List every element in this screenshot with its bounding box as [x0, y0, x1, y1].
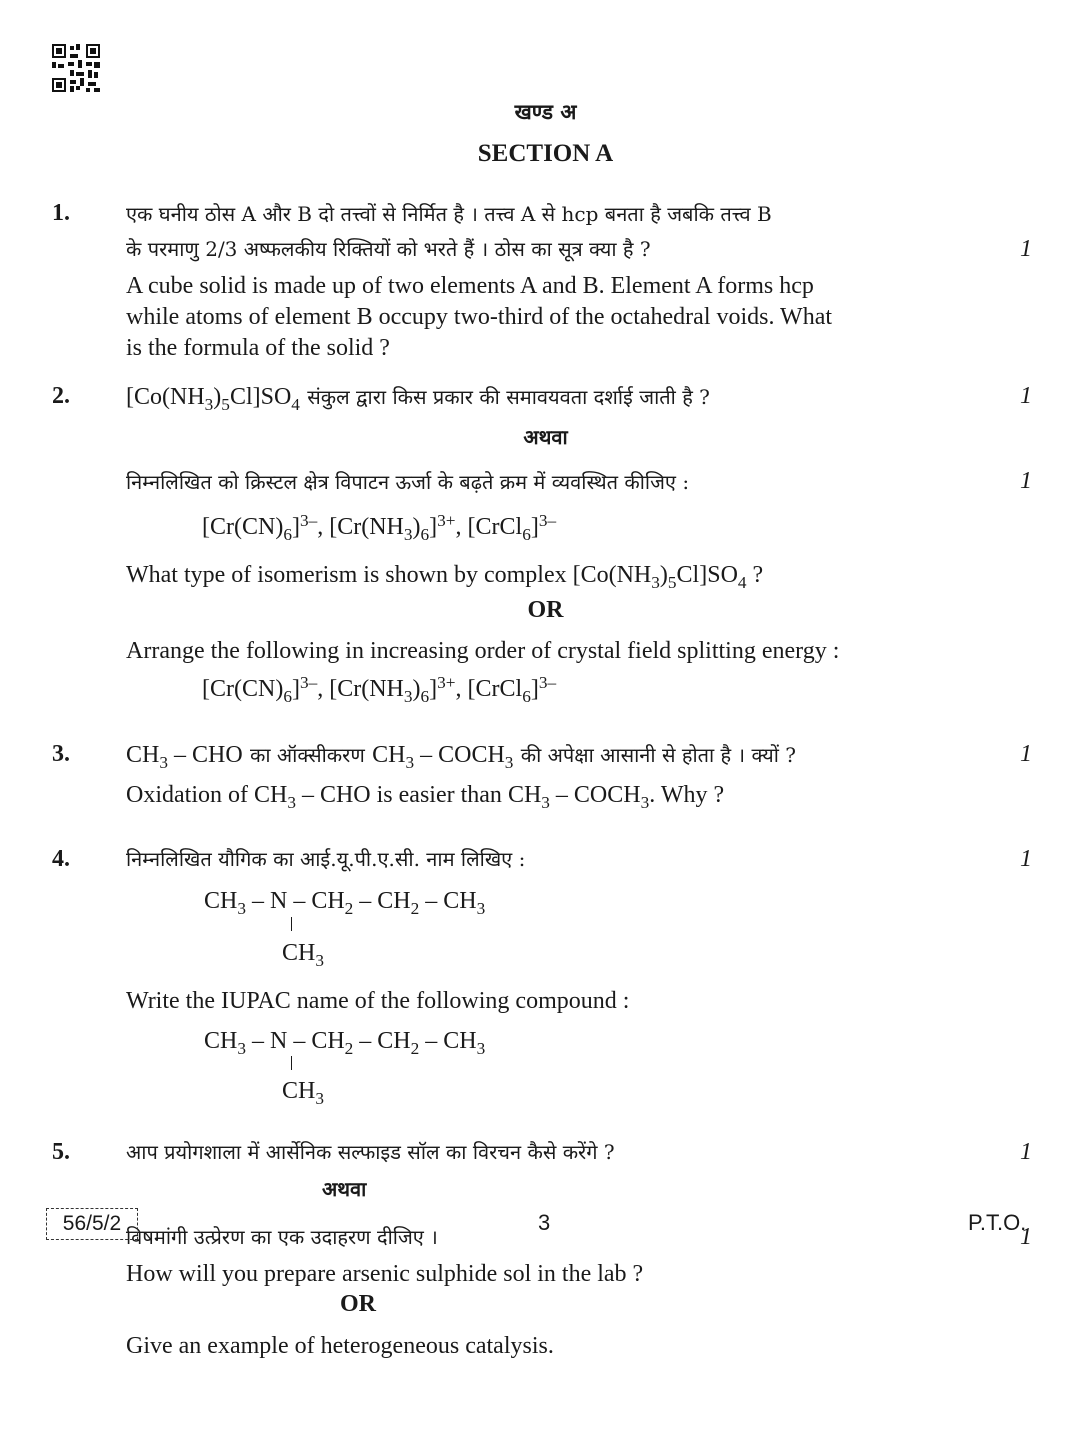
pto-label: P.T.O.	[968, 1210, 1027, 1235]
complex-list: $[Cr(CN)_6]^{3-}$, $[Cr(NH_3)_6]^{3+}$, [CrCl$_6$]$^{3-}$	[202, 673, 557, 707]
q5-english-question: How will you prepare arsenic sulphide sol in the lab ?	[126, 1261, 644, 1287]
q2-english-alt: Arrange the following in increasing order of crystal field splitting energy :	[126, 638, 840, 664]
methyl-group: $CH_3$	[282, 940, 324, 971]
question-number: 4.	[52, 846, 70, 872]
q5-hindi-alt: विषमांगी उत्प्रेरण का एक उदाहरण दीजिए ।	[126, 1225, 438, 1249]
formula: $CH_3$ – $COCH_3$	[372, 742, 514, 773]
q3-english-text: . Why ?	[649, 782, 725, 808]
marks: 1	[1020, 236, 1032, 262]
q2-hindi-text: संकुल द्वारा किस प्रकार की समावयवता दर्शाई जाती है ?	[307, 385, 710, 409]
or-hindi: अथवा	[523, 425, 568, 449]
or-english: OR	[340, 1291, 376, 1317]
question-number: 3.	[52, 741, 70, 767]
marks: 1	[1020, 383, 1032, 409]
question-number: 5.	[52, 1139, 70, 1165]
question-number: 2.	[52, 383, 70, 409]
q1-english-line: A cube solid is made up of two elements A and B. Element A forms hcp	[126, 273, 814, 299]
formula: $CH_3$ – $COCH_3$	[507, 782, 650, 813]
q3-hindi-text: की अपेक्षा आसानी से होता है । क्यों ?	[520, 743, 797, 767]
structural-formula: $CH_3$ – N – $CH_2 - CH_2 - CH_3$	[204, 888, 486, 919]
q1-hindi-line: के परमाणु 2/3 अष्फलकीय रिक्तियों को भरते हैं । ठोस का सूत्र क्या है ?	[126, 237, 651, 261]
q2-english-question	[126, 560, 764, 593]
q3-english-question	[126, 780, 725, 813]
or-english: OR	[527, 597, 564, 623]
q4-english-question: Write the IUPAC name of the following compound :	[126, 988, 630, 1014]
formula: $CH_3$ – CHO	[126, 742, 243, 773]
q1-english-line: while atoms of element B occupy two-third of the octahedral voids. What	[126, 304, 833, 330]
q2-english-text: What type of isomerism is shown by complex	[126, 562, 567, 588]
marks: 1	[1020, 1224, 1032, 1250]
q5-hindi-question: आप प्रयोगशाला में आर्सेनिक सल्फाइड सॉल का विरचन कैसे करेंगे ?	[126, 1140, 615, 1164]
section-title: SECTION A	[477, 140, 614, 167]
q2-hindi-question	[126, 382, 710, 415]
structural-formula: $CH_3$ – N – $CH_2 - CH_2 - CH_3$	[204, 1028, 486, 1059]
paper-code: 56/5/2	[46, 1208, 138, 1240]
q5-english-alt: Give an example of heterogeneous catalysis.	[126, 1333, 554, 1359]
complex-formula: $[Co(NH_3)_5Cl]SO_4$	[126, 384, 300, 415]
bond-line	[291, 917, 292, 931]
marks: 1	[1020, 741, 1032, 767]
formula: $CH_3$ – CHO	[253, 782, 371, 813]
marks: 1	[1020, 846, 1032, 872]
marks: 1	[1020, 468, 1032, 494]
q3-english-text: Oxidation of	[126, 782, 248, 808]
methyl-group: $CH_3$	[282, 1078, 324, 1109]
q2-hindi-alt: निम्नलिखित को क्रिस्टल क्षेत्र विपाटन ऊर्जा के बढ़ते क्रम में व्यवस्थित कीजिए :	[126, 470, 690, 494]
complex-list: $[Cr(CN)_6]^{3-}$, $[Cr(NH_3)_6]^{3+}$, [CrCl$_6$]$^{3-}$	[202, 511, 557, 545]
qr-code	[52, 44, 100, 92]
q1-hindi-line: एक घनीय ठोस A और B दो तत्त्वों से निर्मित है । तत्त्व A से hcp बनता है जबकि तत्त्व B	[126, 202, 772, 226]
section-title-hindi: खण्ड अ	[514, 99, 577, 124]
page-number: 3	[538, 1210, 551, 1235]
q3-english-text: is easier than	[376, 782, 502, 808]
or-hindi: अथवा	[322, 1177, 367, 1201]
q4-hindi-question: निम्नलिखित यौगिक का आई.यू.पी.ए.सी. नाम लिखिए :	[126, 847, 526, 871]
q3-hindi-question	[126, 740, 797, 773]
q3-hindi-text: का ऑक्सीकरण	[249, 743, 365, 767]
question-number: 1.	[52, 200, 70, 226]
complex-formula: $[Co(NH_3)_5Cl]SO_4$ ?	[572, 562, 764, 593]
bond-line	[291, 1056, 292, 1070]
q1-english-line: is the formula of the solid ?	[126, 335, 390, 361]
marks: 1	[1020, 1139, 1032, 1165]
